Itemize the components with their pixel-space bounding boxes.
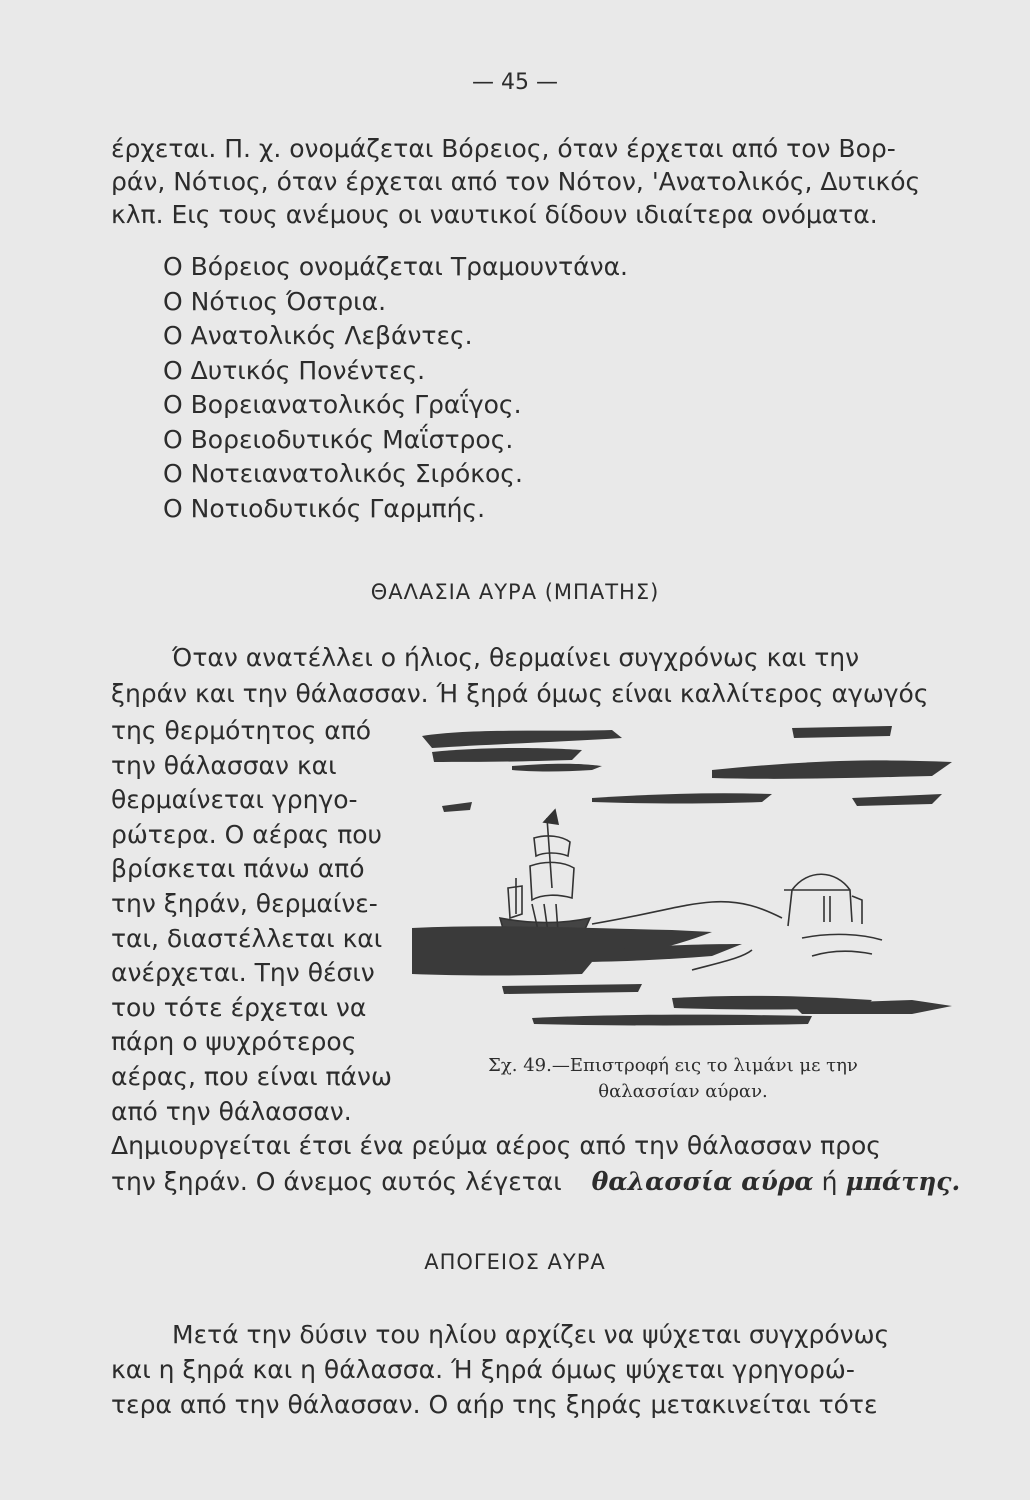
- land-breeze-line-1: Μετά την δύσιν του ηλίου αρχίζει να ψύχεται συγχρόνως: [172, 1320, 890, 1349]
- section-heading-sea-breeze: ΘΑΛΑΣΙΑ ΑΥΡΑ (ΜΠΑΤΗΣ): [370, 580, 660, 604]
- sailing-ship-illustration: [412, 718, 960, 1038]
- caption-line-2: θαλασσίαν αύραν.: [598, 1081, 768, 1102]
- wind-names-list: [163, 252, 628, 528]
- land-breeze-lines: [111, 1355, 956, 1425]
- sea-breeze-column-text: [111, 716, 394, 1131]
- sea-strokes: [412, 926, 952, 1025]
- wind-item: Ο Βορειανατολικός Γραΐγος.: [163, 390, 522, 419]
- sea-breeze-line-1: Όταν ανατέλλει ο ήλιος, θερμαίνει συγχρόνως και την: [172, 643, 860, 672]
- column-line: βρίσκεται πάνω από: [111, 854, 365, 884]
- column-line: πάρη ο ψυχρότερος: [111, 1027, 357, 1057]
- wind-item: Ο Νοτιοδυτικός Γαρμπής.: [163, 493, 486, 523]
- sea-breeze-line-after-text: Δημιουργείται έτσι ένα ρεύμα αέρος από την θάλασσαν προς: [111, 1131, 881, 1160]
- last-line-start: την ξηράν. Ο άνεμος αυτός λέγεται: [111, 1167, 562, 1196]
- connector: ή: [821, 1167, 838, 1196]
- wind-item: Ο Βόρειος ονομάζεται Τραμουντάνα.: [163, 252, 628, 281]
- sky-strokes: [422, 726, 952, 812]
- sea-breeze-line-2-wrap: [111, 679, 956, 709]
- sea-breeze-line-2: ξηράν και την θάλασσαν. Ή ξηρά όμως είναι καλλίτερος αγωγός: [111, 679, 929, 708]
- intro-line-3: κλπ. Εις τους ανέμους οι ναυτικοί δίδουν ιδιαίτερα ονόματα.: [111, 200, 878, 229]
- column-line: ανέρχεται. Την θέσιν: [111, 958, 375, 988]
- section-heading-land-breeze: ΑΠΟΓΕΙΟΣ ΑΥΡΑ: [424, 1250, 606, 1274]
- column-line: ρώτερα. Ο αέρας που: [111, 819, 383, 849]
- land-breeze-line-2: και η ξηρά και η θάλασσα. Ή ξηρά όμως ψύχεται γρηγορώ-: [111, 1355, 855, 1384]
- ship: [500, 810, 590, 939]
- land-breeze-line-3: τερα από την θάλασσαν. Ο αήρ της ξηράς μετακινείται τότε: [111, 1390, 878, 1419]
- intro-line-1: έρχεται. Π. χ. ονομάζεται Βόρειος, όταν έρχεται από τον Βορ-: [111, 134, 896, 163]
- page-number: — 45 —: [472, 70, 558, 95]
- term-batis: μπάτης.: [845, 1167, 961, 1196]
- intro-line-2: ράν, Νότιος, όταν έρχεται από τον Νότον, 'Ανατολικός, Δυτικός: [111, 167, 921, 196]
- caption-line-1: Σχ. 49.—Επιστροφή εις το λιμάνι με την: [488, 1055, 858, 1076]
- wind-item: Ο Νοτειανατολικός Σιρόκος.: [163, 459, 523, 488]
- intro-paragraph: [111, 134, 956, 233]
- column-line: θερμαίνεται γρηγο-: [111, 785, 358, 815]
- wind-item: Ο Δυτικός Πονέντες.: [163, 355, 426, 385]
- column-line: από την θάλασσαν.: [111, 1096, 352, 1126]
- column-line: ται, διαστέλλεται και: [111, 923, 383, 953]
- sea-breeze-line-after: [111, 1131, 956, 1161]
- column-line: την ξηράν, θερμαίνε-: [111, 888, 378, 918]
- column-line: αέρας, που είναι πάνω: [111, 1061, 392, 1091]
- column-line: του τότε έρχεται να: [111, 992, 367, 1022]
- sea-breeze-last-line: [111, 1167, 960, 1197]
- wind-item: Ο Βορειοδυτικός Μαΐστρος.: [163, 424, 514, 454]
- term-sea-breeze: θαλασσία αύρα: [591, 1167, 814, 1196]
- column-line: της θερμότητος από: [111, 716, 372, 745]
- wind-item: Ο Ανατολικός Λεβάντες.: [163, 321, 473, 350]
- figure-caption: [438, 1053, 908, 1105]
- column-line: την θάλασσαν και: [111, 750, 337, 780]
- wind-item: Ο Νότιος Όστρια.: [163, 286, 387, 316]
